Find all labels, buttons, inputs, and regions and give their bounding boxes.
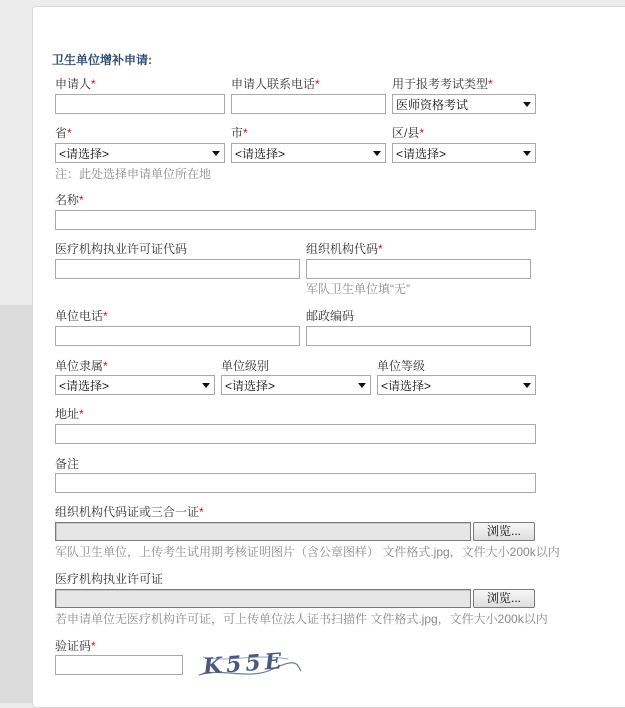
chevron-down-icon [523,151,531,156]
license-upload-hint: 若申请单位无医疗机构许可证，可上传单位法人证书扫描件 文件格式.jpg，文件大小200k以内 [55,612,548,626]
chevron-down-icon [523,102,531,107]
org-code-hint: 军队卫生单位填“无” [306,282,410,296]
unit-level-select[interactable] [221,375,371,395]
exam-type-value: 医师资格考试 [396,98,469,112]
license-code-input[interactable] [55,259,300,279]
district-label: 区/县* [392,126,425,140]
affiliation-value: <请选择> [59,379,110,393]
captcha-label: 验证码* [55,639,96,653]
name-input[interactable] [55,210,536,230]
chevron-down-icon [358,383,366,388]
province-value: <请选择> [59,147,110,161]
background-shade [0,305,32,703]
chevron-down-icon [373,151,381,156]
applicant-phone-input[interactable] [231,94,386,114]
license-upload-label: 医疗机构执业许可证 [55,572,164,586]
remarks-label: 备注 [55,457,80,471]
city-label: 市* [231,126,248,140]
address-input[interactable] [55,424,536,444]
unit-level-value: <请选择> [225,379,276,393]
license-code-label: 医疗机构执业许可证代码 [55,242,188,256]
name-label: 名称* [55,193,84,207]
license-browse-button[interactable]: 浏览... [473,589,535,608]
org-code-input[interactable] [306,259,531,279]
city-value: <请选择> [235,147,286,161]
form-panel [32,6,625,708]
chevron-down-icon [202,383,210,388]
postal-code-input[interactable] [306,326,531,346]
postal-code-label: 邮政编码 [306,309,355,323]
applicant-phone-label: 申请人联系电话* [231,77,320,91]
unit-phone-label: 单位电话* [55,309,108,323]
applicant-input[interactable] [55,94,225,114]
remarks-input[interactable] [55,473,536,493]
org-code-label: 组织机构代码* [306,242,383,256]
province-label: 省* [55,126,72,140]
chevron-down-icon [212,151,220,156]
captcha-text: K55E [202,648,287,680]
exam-type-label: 用于报考考试类型* [392,77,493,91]
unit-phone-input[interactable] [55,326,300,346]
unit-grade-value: <请选择> [381,379,432,393]
chevron-down-icon [523,383,531,388]
org-cert-hint: 军队卫生单位，上传考生试用期考核证明图片（含公章图样） 文件格式.jpg，文件大小200k以内 [55,545,560,559]
unit-grade-label: 单位等级 [377,359,426,373]
form-title: 卫生单位增补申请: [52,53,152,67]
captcha-input[interactable] [55,655,183,675]
city-select[interactable] [231,143,386,163]
affiliation-select[interactable] [55,375,215,395]
license-file-field[interactable] [55,589,471,608]
district-value: <请选择> [396,147,447,161]
org-cert-file-field[interactable] [55,522,471,541]
exam-type-select[interactable] [392,94,536,114]
unit-level-label: 单位级别 [221,359,270,373]
address-label: 地址* [55,407,84,421]
org-cert-browse-button[interactable]: 浏览... [473,522,535,541]
applicant-label: 申请人* [55,77,96,91]
district-select[interactable] [392,143,536,163]
captcha-image[interactable] [193,647,305,683]
location-note: 注：此处选择申请单位所在地 [55,167,212,181]
province-select[interactable] [55,143,225,163]
org-cert-label: 组织机构代码证或三合一证* [55,505,204,519]
unit-grade-select[interactable] [377,375,536,395]
affiliation-label: 单位隶属* [55,359,108,373]
